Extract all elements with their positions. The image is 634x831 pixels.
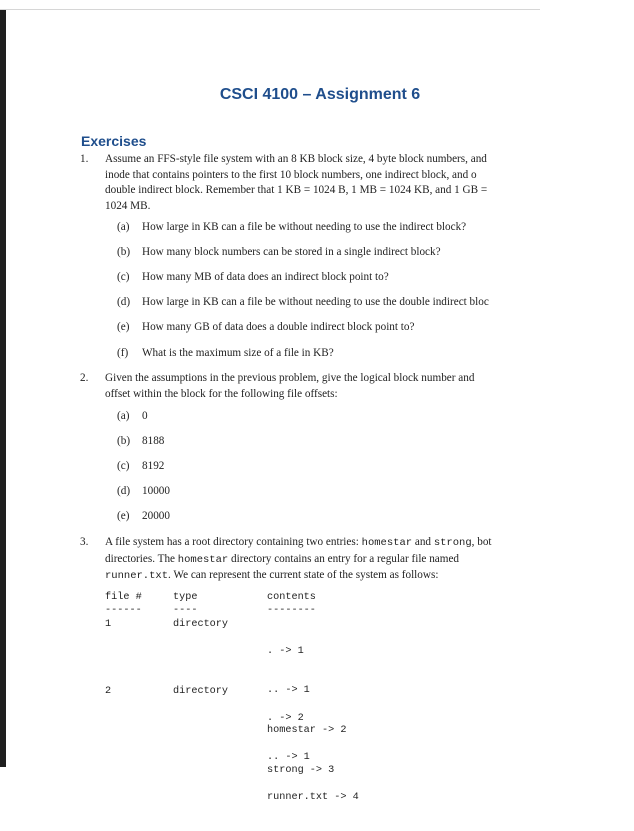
question-text: [105, 535, 492, 585]
part-label: (a): [117, 221, 130, 233]
table-cell-contents: [267, 685, 359, 831]
q1-part-a: [117, 221, 466, 233]
q2-part-a: [117, 410, 148, 422]
table-header-type: type: [173, 592, 198, 603]
part-label: (f): [117, 347, 129, 359]
q2-part-e: [117, 510, 170, 522]
q2-part-d: [117, 485, 170, 497]
part-text: How many block numbers can be stored in a single indirect block?: [142, 246, 441, 258]
table-header-file: file #: [105, 592, 142, 603]
q1-part-e: [117, 321, 414, 333]
text-run: directory contains an entry for a regular file named: [228, 552, 460, 565]
question-number: 1.: [80, 153, 89, 165]
dir-entry: strong -> 3: [267, 765, 335, 777]
question-line: inode that contains pointers to the first 10 block numbers, one indirect block, and o: [105, 168, 477, 181]
part-text: 10000: [142, 485, 170, 497]
table-underline: ------: [105, 605, 142, 616]
code-run: strong: [433, 537, 472, 549]
part-label: (a): [117, 410, 130, 422]
part-text: 0: [142, 410, 148, 422]
part-label: (b): [117, 246, 131, 258]
section-heading: Exercises: [81, 133, 147, 149]
question-text: [105, 152, 487, 214]
question-line: offset within the block for the following file offsets:: [105, 387, 338, 400]
q2-part-b: [117, 435, 164, 447]
part-label: (c): [117, 460, 130, 472]
text-run: A file system has a root directory containing two entries:: [105, 536, 362, 548]
part-text: 20000: [142, 510, 170, 522]
question-line: double indirect block. Remember that 1 KB = 1024 B, 1 MB = 1024 KB, and 1 GB =: [105, 184, 488, 196]
part-label: (e): [117, 321, 130, 333]
part-text: 8188: [142, 435, 165, 447]
q1-part-c: [117, 271, 389, 283]
question-line: [105, 552, 492, 569]
part-text: How large in KB can a file be without needing to use the double indirect bloc: [142, 296, 489, 308]
question-text: [105, 371, 474, 402]
code-run: homestar: [177, 553, 229, 566]
part-label: (d): [117, 485, 131, 497]
document-title: CSCI 4100 – Assignment 6: [219, 86, 421, 103]
part-text: How many MB of data does an indirect block point to?: [142, 271, 389, 283]
table-underline: ----: [173, 605, 198, 616]
text-run: , bot: [471, 536, 492, 548]
q2-part-c: [117, 460, 164, 472]
question-line: Given the assumptions in the previous problem, give the logical block number and: [105, 372, 475, 384]
table-cell-type: directory: [173, 686, 229, 697]
question-number: 2.: [80, 372, 89, 384]
question-line: [105, 568, 492, 585]
part-text: How large in KB can a file be without needing to use the indirect block?: [142, 221, 467, 233]
table-cell-file: 2: [105, 686, 112, 697]
dir-entry: homestar -> 2: [267, 725, 347, 737]
part-label: (d): [117, 296, 131, 308]
dir-entry: . -> 1: [267, 645, 304, 657]
code-run: homestar: [361, 537, 413, 549]
code-run: runner.txt: [105, 570, 169, 582]
part-label: (c): [117, 271, 130, 283]
text-run: and: [412, 536, 434, 548]
question-line: 1024 MB.: [105, 199, 151, 212]
table-cell-file: 1: [105, 619, 112, 630]
question-line: Assume an FFS-style file system with an 8 KB block size, 4 byte block numbers, and: [105, 153, 487, 165]
part-text: How many GB of data does a double indirect block point to?: [142, 321, 415, 333]
dir-entry: .. -> 1: [267, 752, 310, 764]
table-cell-type: directory: [173, 619, 229, 630]
q1-part-d: [117, 296, 489, 308]
text-run: . We can represent the current state of the system as follows:: [168, 569, 439, 581]
q1-part-b: [117, 246, 441, 258]
table-underline: --------: [267, 605, 316, 616]
table-header-contents: contents: [267, 592, 316, 603]
text-run: directories. The: [105, 552, 178, 565]
dir-entry: . -> 2: [267, 712, 304, 724]
q1-part-f: [117, 347, 334, 359]
part-text: 8192: [142, 460, 165, 472]
question-line: [105, 535, 492, 552]
question-number: 3.: [80, 536, 89, 548]
dir-entry: runner.txt -> 4: [267, 792, 359, 804]
document-page: [6, 10, 540, 804]
part-label: (e): [117, 510, 130, 522]
dir-entry: .. -> 1: [267, 685, 310, 697]
part-label: (b): [117, 435, 131, 447]
part-text: What is the maximum size of a file in KB?: [142, 347, 334, 359]
